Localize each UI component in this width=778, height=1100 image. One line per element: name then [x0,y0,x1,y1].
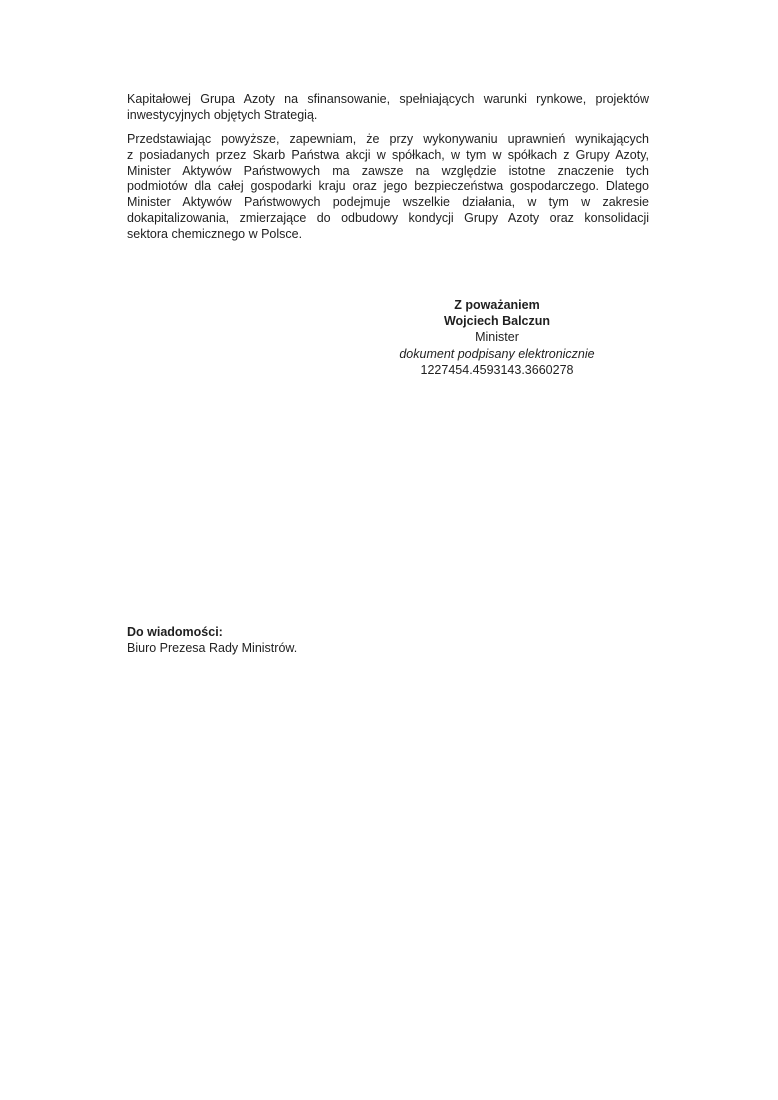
paragraph-line: sektora chemicznego w Polsce. [127,226,303,241]
signature-electronic-note: dokument podpisany elektronicznie [399,346,595,361]
paragraph-line: Przedstawiając powyższe, zapewniam, że przy wykonywaniu uprawnień wynikających [127,132,649,146]
body-paragraph-2 [127,132,649,243]
paragraph-line: dokapitalizowania, zmierzające do odbudowy kondycji Grupy Azoty oraz konsolidacji [127,210,649,225]
cc-block [127,624,297,656]
signature-block [347,297,647,378]
paragraph-line: Minister Aktywów Państwowych podejmuje wszelkie działania, w tym w zakresie [127,195,649,210]
paragraph-line: podmiotów dla całej gospodarki kraju oraz jego bezpieczeństwa gospodarczego. Dlatego [127,179,649,194]
cc-label: Do wiadomości: [127,625,223,639]
paragraph-line: inwestycyjnych objętych Strategią. [127,107,318,122]
paragraph-line: z posiadanych przez Skarb Państwa akcji w spółkach, w tym w spółkach z Grupy Azoty, [127,147,649,162]
paragraph-line: Kapitałowej Grupa Azoty na sfinansowanie, spełniających warunki rynkowe, projektów [127,92,649,106]
signature-title: Minister [475,330,519,345]
cc-recipient: Biuro Prezesa Rady Ministrów. [127,641,298,655]
signature-closing: Z poważaniem [454,298,540,312]
signature-name: Wojciech Balczun [443,314,551,329]
body-paragraph-1 [127,92,649,124]
signature-id: 1227454.4593143.3660278 [420,362,574,377]
paragraph-line: Minister Aktywów Państwowych ma zawsze na względzie istotne znaczenie tych [127,163,649,178]
